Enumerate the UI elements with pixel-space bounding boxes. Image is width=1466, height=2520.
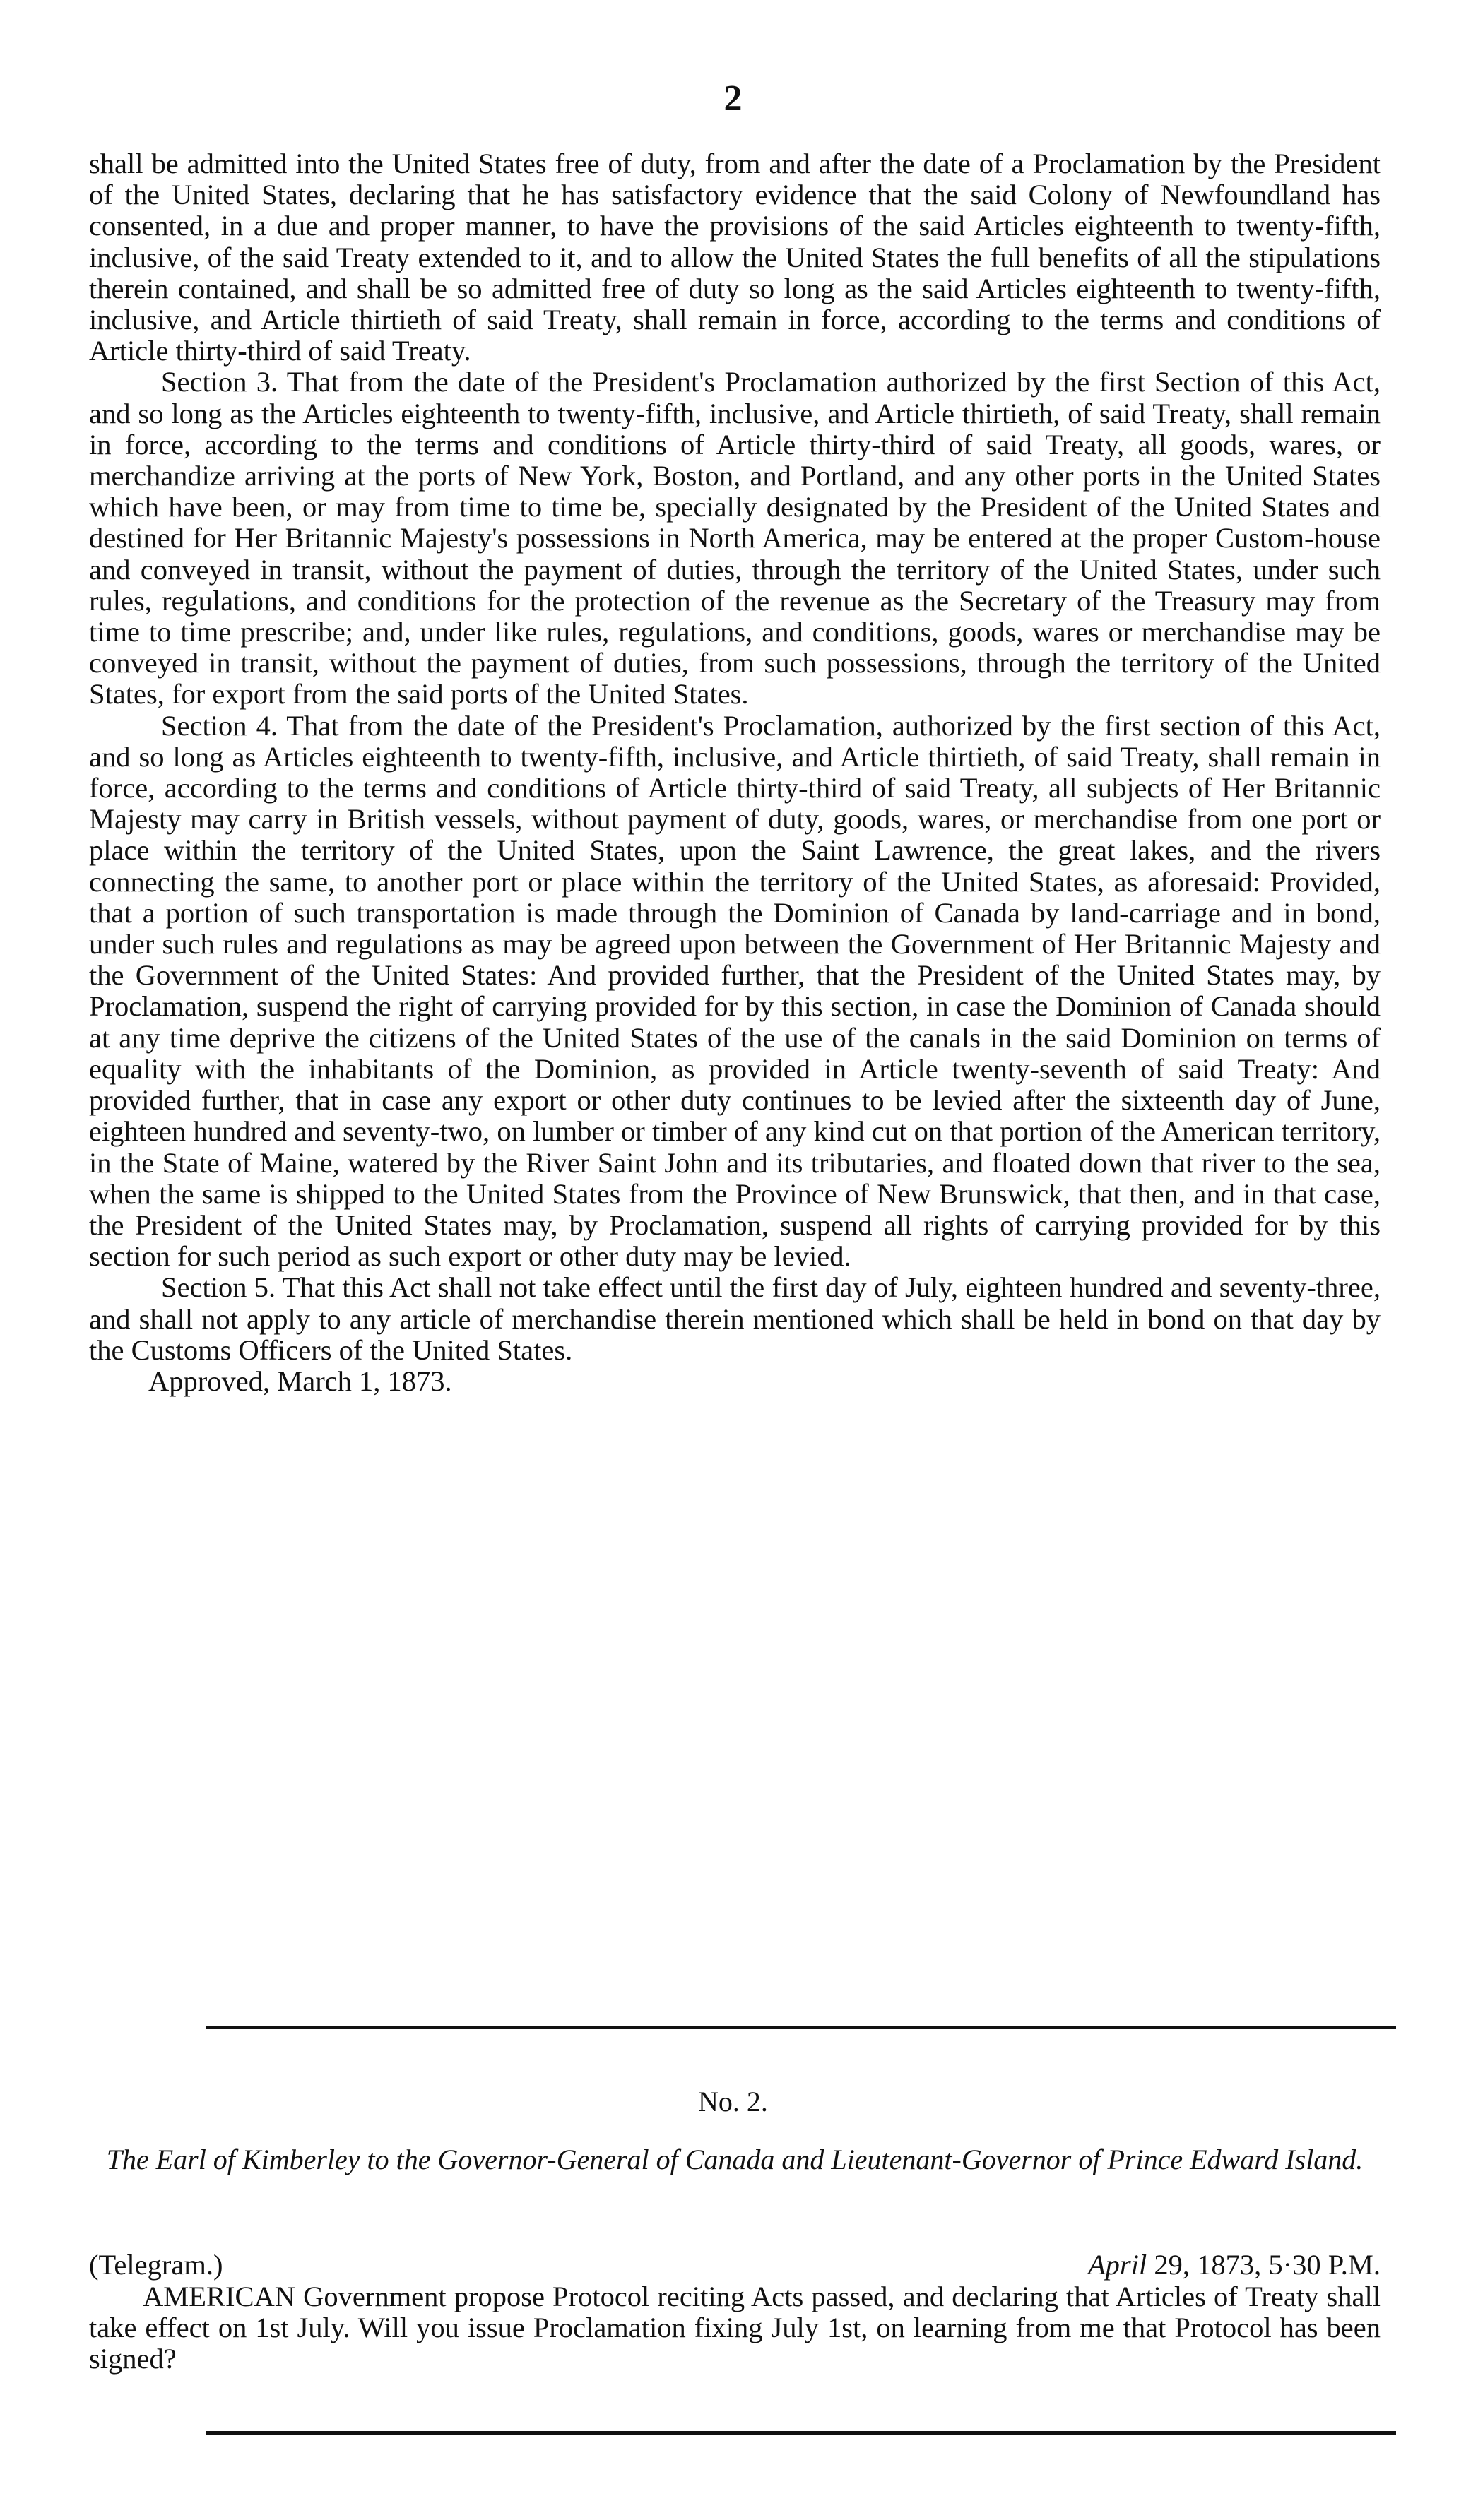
divider-rule	[206, 2026, 1396, 2029]
paragraph-section-5: Section 5. That this Act shall not take effect until the first day of July, eighteen hundred and seventy-three, and shall not apply to any article of merchandise therein mentioned which shall be held in bond on that day by the Customs Officers of the United States.	[89, 1271, 1381, 1366]
telegram-text: AMERICAN Government propose Protocol reciting Acts passed, and declaring that Articles of Treaty shall take effect on 1st July. Will you issue Proclamation fixing July 1st, on learning from me that Protocol has been signed?	[89, 2281, 1381, 2375]
approved-line: Approved, March 1, 1873.	[148, 1365, 452, 1397]
telegram-date-rest: 29, 1873, 5·30 P.M.	[1154, 2249, 1381, 2281]
paragraph-continuation: shall be admitted into the United States free of duty, from and after the date of a Proclamation by the President of the United States, declaring that he has satisfactory evidence that the said Colony of Newfoundland has consented, in a due and proper manner, to have the provisions of the said Articles eighteenth to twenty-fifth, inclusive, of the said Treaty extended to it, and to allow the United States the full benefits of all the stipulations therein contained, and shall be so admitted free of duty so long as the said Articles eighteenth to twenty-fifth, inclusive, and Article thirtieth of said Treaty, shall remain in force, according to the terms and conditions of Article thirty-third of said Treaty.	[89, 148, 1381, 367]
document-number: No. 2.	[698, 2086, 768, 2117]
paragraph-section-3: Section 3. That from the date of the President's Proclamation authorized by the first Section of this Act, and so long as the Articles eighteenth to twenty-fifth, inclusive, and Article thirtieth, of said Treaty, shall remain in force, according to the terms and conditions of Article thirty-third of said Treaty, all goods, wares, or merchandize arriving at the ports of New York, Boston, and Portland, and any other ports in the United States which have been, or may from time to time be, specially designated by the President of the United States and destined for Her Britannic Majesty's possessions in North America, may be entered at the proper Custom-house and conveyed in transit, without the payment of duties, through the territory of the United States, under such rules, regulations, and conditions for the protection of the revenue as the Secretary of the Treasury may from time to time prescribe; and, under like rules, regulations, and conditions, goods, wares or merchandise may be conveyed in transit, without the payment of duties, from such possessions, through the territory of the United States, for export from the said ports of the United States.	[89, 366, 1381, 711]
telegram-date	[1088, 2248, 1381, 2281]
telegram-date-month: April	[1087, 2249, 1147, 2281]
page-number: 2	[723, 78, 743, 119]
telegram-header	[89, 2248, 1381, 2281]
telegram-label: (Telegram.)	[89, 2249, 223, 2281]
divider-rule-bottom	[206, 2431, 1396, 2435]
correspondence-heading: The Earl of Kimberley to the Governor-General of Canada and Lieutenant-Governor of Prince Edward Island.	[106, 2144, 1364, 2175]
paragraph-section-4: Section 4. That from the date of the President's Proclamation, authorized by the first section of this Act, and so long as Articles eighteenth to twenty-fifth, inclusive, and Article thirtieth, of said Treaty, shall remain in force, according to the terms and conditions of Article thirty-third of said Treaty, all subjects of Her Britannic Majesty may carry in British vessels, without payment of duty, goods, wares, or merchandise from one port or place within the territory of the United States, upon the Saint Lawrence, the great lakes, and the rivers connecting the same, to another port or place within the territory of the United States, as aforesaid: Provided, that a portion of such transportation is made through the Dominion of Canada by land-carriage and in bond, under such rules and regulations as may be agreed upon between the Government of Her Britannic Majesty and the Government of the United States: And provided further, that the President of the United States may, by Proclamation, suspend the right of carrying provided for by this section, in case the Dominion of Canada should at any time deprive the citizens of the United States of the use of the canals in the said Dominion on terms of equality with the inhabitants of the Dominion, as provided in Article twenty-seventh of said Treaty: And provided further, that in case any export or other duty continues to be levied after the sixteenth day of June, eighteen hundred and seventy-two, on lumber or timber of any kind cut on that portion of the American territory, in the State of Maine, watered by the River Saint John and its tributaries, and floated down that river to the sea, when the same is shipped to the United States from the Province of New Brunswick, that then, and in that case, the President of the United States may, by Proclamation, suspend all rights of carrying provided for by this section for such period as such export or other duty may be levied.	[89, 709, 1381, 1273]
act-body	[89, 148, 1381, 1397]
